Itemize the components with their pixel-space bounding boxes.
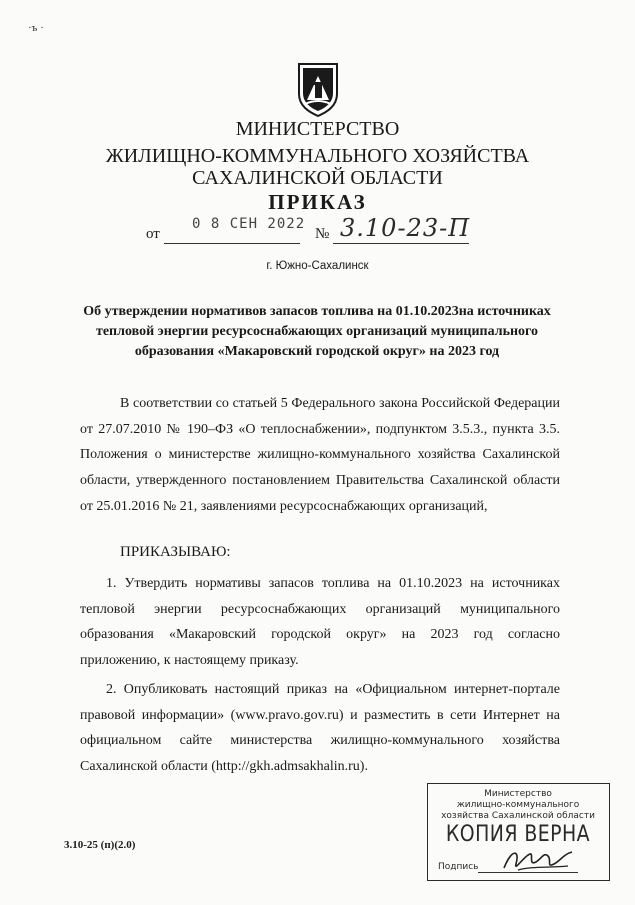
stamp-line-3: хозяйства Сахалинской области xyxy=(441,811,595,821)
signature-icon xyxy=(498,844,578,876)
ministry-title-line1: МИНИСТЕРСТВО xyxy=(235,118,400,140)
date-underline xyxy=(164,243,300,244)
issue-city: г. Южно-Сахалинск xyxy=(266,260,369,272)
stamp-main-text: КОПИЯ ВЕРНА xyxy=(445,822,591,847)
ministry-title-line2: ЖИЛИЩНО-КОММУНАЛЬНОГО ХОЗЯЙСТВА xyxy=(105,145,530,167)
order-item-2: 2. Опубликовать настоящий приказ на «Официальном интернет-портале правовой информации» (www.pravo.gov.ru) и разместить в сети Интернет на официальном сайте министерства жилищно-коммунального хозяйства Сахалинской области (http://gkh.admsakhalin.ru). xyxy=(80,682,560,775)
date-label: от xyxy=(146,226,160,242)
number-label: № xyxy=(315,226,330,242)
stamp-line-2: жилищно-коммунального xyxy=(456,800,580,810)
document-type: ПРИКАЗ xyxy=(268,190,367,214)
stamp-sign-label: Подпись xyxy=(438,862,479,872)
date-stamp-value: 0 8 СЕН 2022 xyxy=(192,216,306,232)
document-number: 3.10-23-П xyxy=(340,214,471,242)
order-item-1: 1. Утвердить нормативы запасов топлива на 01.10.2023 на источниках тепловой энергии ресурсоснабжающих организаций муниципального образования «Макаровский городской округ» на 2023 год согласно приложению, к настоящему приказу. xyxy=(80,576,560,669)
stamp-line-1: Министерство xyxy=(484,789,552,799)
document-code: 3.10-25 (п)(2.0) xyxy=(64,839,136,851)
ministry-title-line3: САХАЛИНСКОЙ ОБЛАСТИ xyxy=(192,167,443,189)
corner-mark: ·ъ · xyxy=(28,22,44,34)
number-underline xyxy=(333,243,469,244)
document-subject: Об утверждении нормативов запасов топлива на 01.10.2023на источниках тепловой энергии ресурсоснабжающих организаций муниципального образования «Макаровский городской округ» на 2023 год xyxy=(83,304,551,359)
intro-paragraph: В соответствии со статьей 5 Федерального закона Российской Федерации от 27.07.2010 № 190–ФЗ «О теплоснабжении», подпунктом 3.5.3., пункта 3.5. Положения о министерстве жилищно-коммунального хозяйства Сахалинской области, утвержденного постановлением Правительства Сахалинской области от 25.01.2016 № 21, заявлениями ресурсоснабжающих организаций, xyxy=(80,396,560,514)
coat-of-arms-icon xyxy=(293,60,343,118)
order-word: ПРИКАЗЫВАЮ: xyxy=(120,544,231,560)
certified-copy-stamp xyxy=(427,783,610,881)
